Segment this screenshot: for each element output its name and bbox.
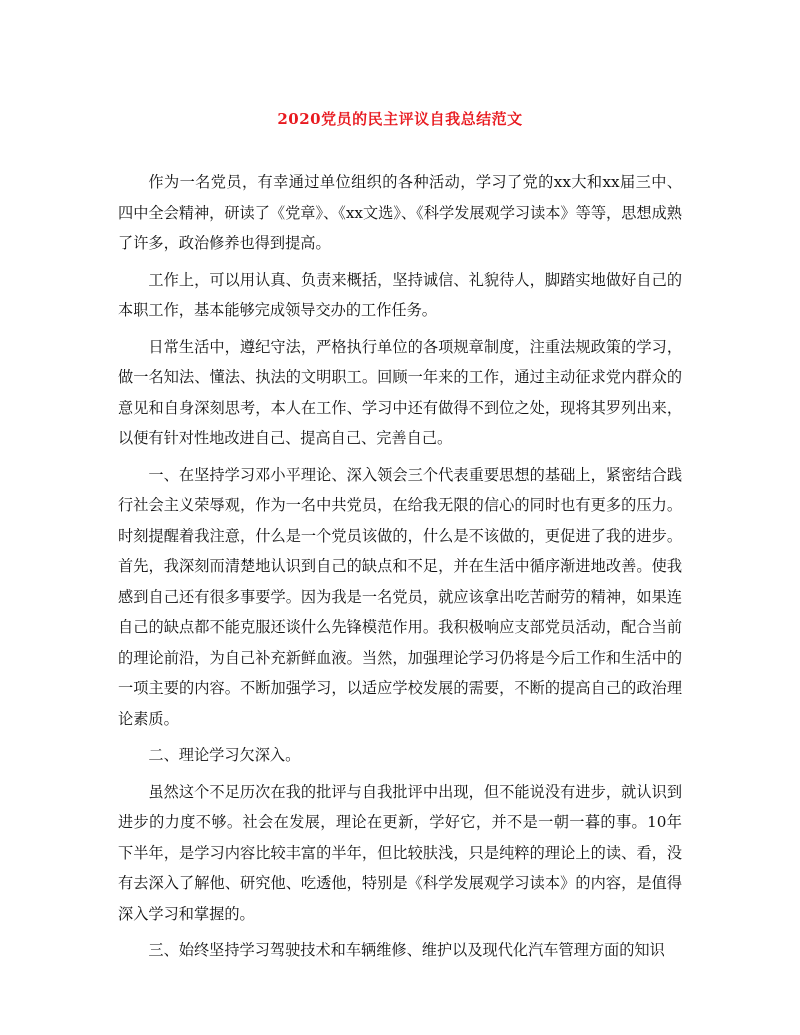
paragraph-daily-life: 日常生活中，遵纪守法，严格执行单位的各项规章制度，注重法规政策的学习，做一名知法、懂法、执法的文明职工。回顾一年来的工作，通过主动征求党内群众的意见和自身深刻思考，本人在工作、学习中还有做得不到位之处，现将其罗列出来，以便有针对性地改进自己、提高自己、完善自己。	[118, 337, 682, 447]
paragraph-intro: 作为一名党员，有幸通过单位组织的各种活动，学习了党的xx大和xx届三中、四中全会精神，研读了《党章》、《xx文选》、《科学发展观学习读本》等等，思想成熟了许多，政治修养也得到提高。	[118, 173, 682, 252]
paragraph-point-two-heading: 二、理论学习欠深入。	[148, 746, 301, 764]
paragraph-point-three: 三、始终坚持学习驾驶技术和车辆维修、维护以及现代化汽车管理方面的知识	[148, 941, 665, 959]
document-title: 2020党员的民主评议自我总结范文	[277, 110, 523, 128]
paragraph-work: 工作上，可以用认真、负责来概括，坚持诚信、礼貌待人，脚踏实地做好自己的本职工作，基本能够完成领导交办的工作任务。	[118, 270, 682, 319]
paragraph-point-two-body: 虽然这个不足历次在我的批评与自我批评中出现，但不能说没有进步，就认识到进步的力度不够。社会在发展，理论在更新，学好它，并不是一朝一暮的事。10年下半年，是学习内容比较丰富的半年，但比较肤浅，只是纯粹的理论上的读、看，没有去深入了解他、研究他、吃透他，特别是《科学发展观学习读本》的内容，是值得深入学习和掌握的。	[118, 782, 682, 923]
document-body	[118, 167, 682, 966]
paragraph-point-one: 一、在坚持学习邓小平理论、深入领会三个代表重要思想的基础上，紧密结合践行社会主义荣辱观，作为一名中共党员，在给我无限的信心的同时也有更多的压力。时刻提醒着我注意，什么是一个党员该做的，什么是不该做的，更促进了我的进步。首先，我深刻而清楚地认识到自己的缺点和不足，并在生活中循序渐进地改善。使我感到自己还有很多事要学。因为我是一名党员，就应该拿出吃苦耐劳的精神，如果连自己的缺点都不能克服还谈什么先锋模范作用。我积极响应支部党员活动，配合当前的理论前沿，为自己补充新鲜血液。当然，加强理论学习仍将是今后工作和生活中的一项主要的内容。不断加强学习，以适应学校发展的需要，不断的提高自己的政治理论素质。	[118, 465, 682, 728]
